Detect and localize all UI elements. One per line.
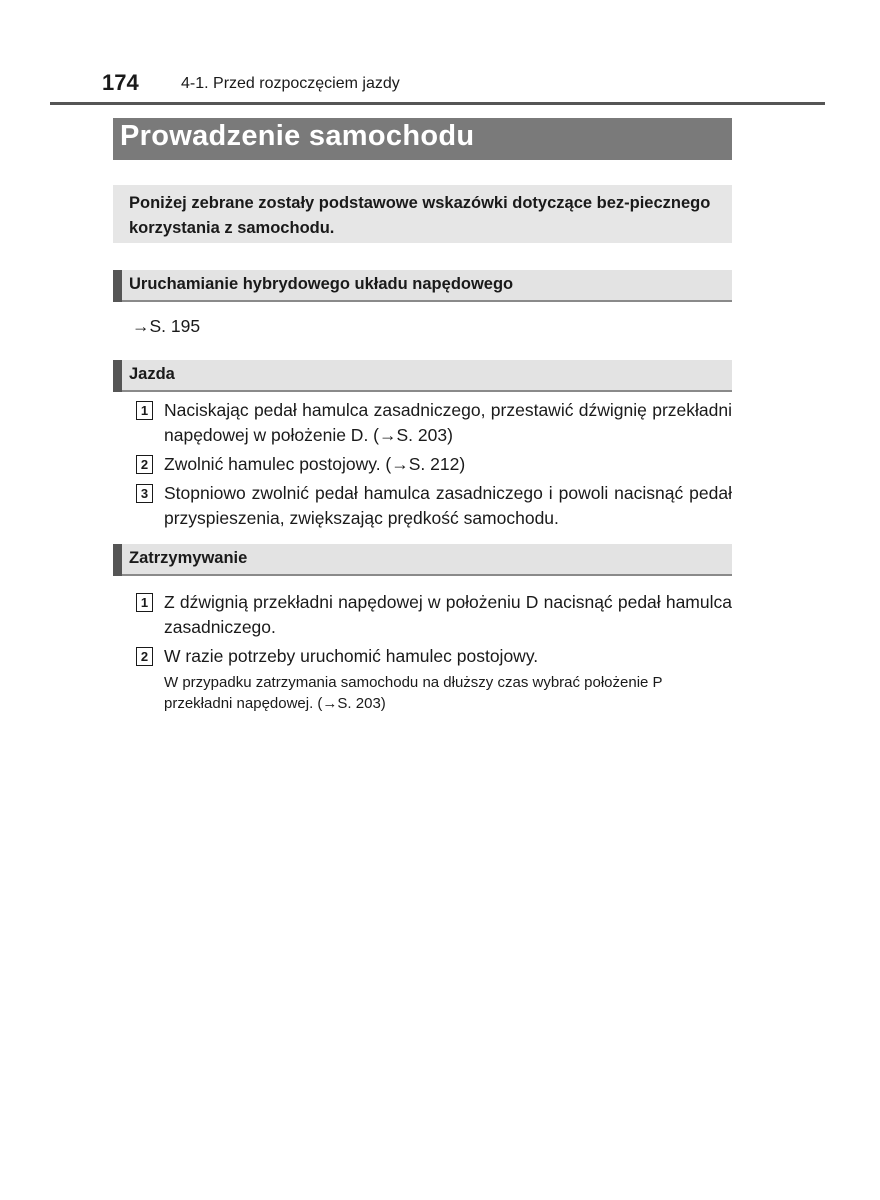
intro-text: Poniżej zebrane zostały podstawowe wskazówki dotyczące bez-piecznego korzystania z samochodu. xyxy=(129,194,711,237)
page-title-bar xyxy=(113,118,732,160)
step-text: W razie potrzeby uruchomić hamulec postojowy. xyxy=(164,646,539,666)
step-number: 3 xyxy=(136,484,153,503)
note-text: W przypadku zatrzymania samochodu na dłuższy czas wybrać położenie P przekładni napędowej. (→S. 203) xyxy=(164,674,663,712)
step-text: Z dźwignią przekładni napędowej w położeniu D nacisnąć pedał hamulca zasadniczego. xyxy=(164,592,732,637)
section-heading: Zatrzymywanie xyxy=(129,549,248,567)
step-text: Zwolnić hamulec postojowy. (→S. 212) xyxy=(164,454,466,474)
section-accent xyxy=(113,544,122,576)
section-header-stopping xyxy=(113,544,732,576)
section-heading: Uruchamianie hybrydowego układu napędowego xyxy=(129,275,514,293)
section-accent xyxy=(113,360,122,392)
page-title: Prowadzenie samochodu xyxy=(120,120,475,152)
step-text: Stopniowo zwolnić pedał hamulca zasadniczego i powoli nacisnąć pedał przyspieszenia, zwiększając prędkość samochodu. xyxy=(164,483,732,528)
step-number: 1 xyxy=(136,593,153,612)
step-number: 1 xyxy=(136,401,153,420)
section-heading: Jazda xyxy=(129,365,175,383)
page-header xyxy=(50,68,825,105)
chapter-title: 4-1. Przed rozpoczęciem jazdy xyxy=(181,75,400,92)
intro-box xyxy=(113,185,732,243)
page-number: 174 xyxy=(102,70,139,95)
step-text: Naciskając pedał hamulca zasadniczego, przestawić dźwignię przekładni napędowej w położenie D. (→S. 203) xyxy=(164,400,732,445)
section-accent xyxy=(113,270,122,302)
reference-link[interactable]: →S. 195 xyxy=(132,316,201,336)
section-header-driving xyxy=(113,360,732,392)
step-number: 2 xyxy=(136,647,153,666)
step-number: 2 xyxy=(136,455,153,474)
section-header-starting xyxy=(113,270,732,302)
